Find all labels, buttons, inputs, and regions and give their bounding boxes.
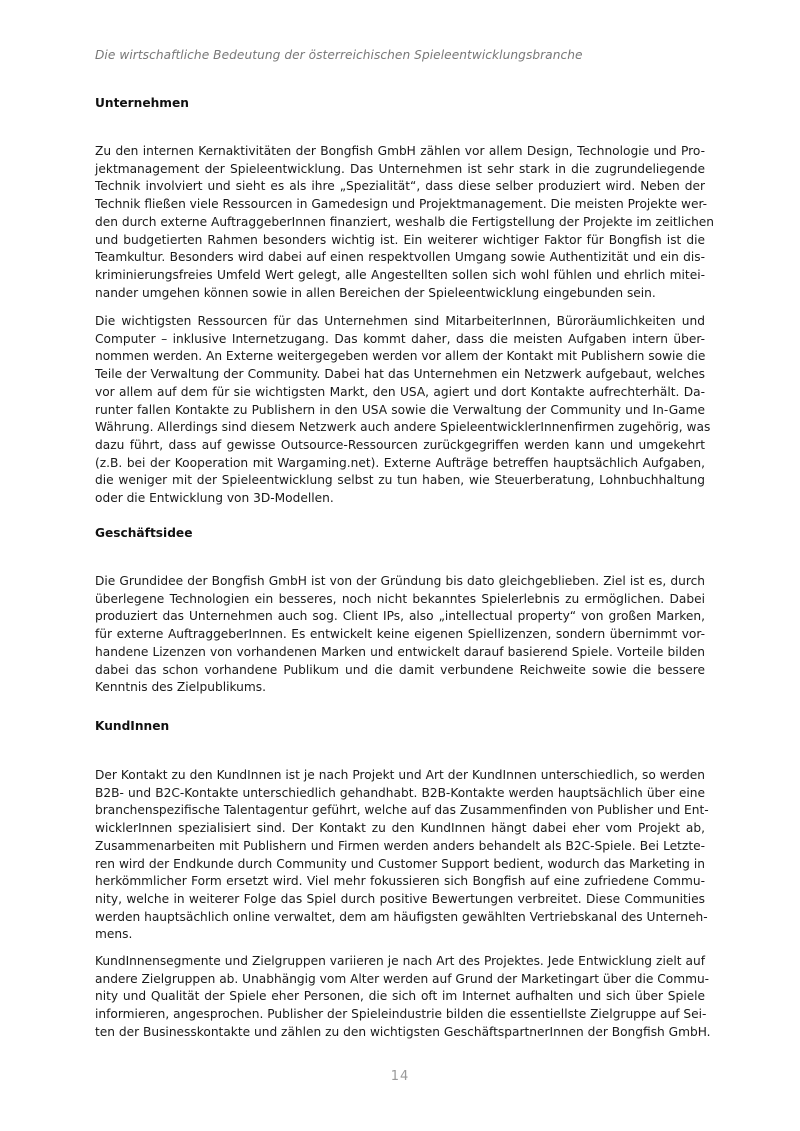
paragraph-line: für externe AuftraggeberInnen. Es entwickelt keine eigenen Spiellizenzen, sondern übernimmt vor-	[95, 627, 705, 642]
page-number: 14	[390, 1069, 410, 1084]
paragraph-line: oder die Entwicklung von 3D-Modellen.	[95, 491, 334, 506]
paragraph-line: Teamkultur. Besonders wird dabei auf einen respektvollen Umgang sowie Authentizität und ein dis-	[95, 250, 705, 265]
paragraph-line: werden hauptsächlich online verwaltet, dem am häufigsten gewählten Vertriebskanal des Unterneh-	[95, 909, 708, 924]
paragraph-line: Zusammenarbeiten mit Publishern und Firmen werden anders behandelt als B2C-Spiele. Bei Letzte-	[95, 838, 705, 853]
paragraph-line: Die wichtigsten Ressourcen für das Unternehmen sind MitarbeiterInnen, Büroräumlichkeiten und	[95, 314, 705, 328]
paragraph-line: Computer – inklusive Internetzugang. Das kommt daher, dass die meisten Aufgaben intern über-	[95, 331, 705, 346]
paragraph-line: überlegene Technologien ein besseres, noch nicht bekanntes Spielerlebnis zu ermöglichen. Dabei	[95, 591, 705, 606]
paragraph-line: Der Kontakt zu den KundInnen ist je nach Projekt und Art der KundInnen unterschiedlich, so werden	[95, 768, 705, 782]
paragraph-line: runter fallen Kontakte zu Publishern in den USA sowie die Verwaltung der Community und In-Game	[95, 402, 705, 417]
paragraph	[95, 143, 715, 302]
paragraph-line: andere Zielgruppen ab. Unabhängig vom Alter werden auf Grund der Marketingart über die Commu-	[95, 971, 710, 986]
paragraph-line: produziert das Unternehmen auch sog. Client IPs, also „intellectual property“ von großen Marken,	[95, 609, 705, 624]
paragraph-line: informieren, angesprochen. Publisher der Spieleindustrie bilden die essentiellste Zielgruppe auf Sei-	[95, 1007, 707, 1022]
paragraph-line: nity und Qualität der Spiele eher Personen, die sich oft im Internet aufhalten und sich über Spiele	[95, 989, 705, 1004]
paragraph	[95, 767, 709, 944]
paragraph-line: Technik fließen viele Ressourcen in Gamedesign und Projektmanagement. Die meisten Projekte wer-	[95, 197, 708, 212]
paragraph-line: B2B- und B2C-Kontakte unterschiedlich gehandhabt. B2B-Kontakte werden hauptsächlich über eine	[95, 785, 705, 800]
paragraph-line: ten der Businesskontakte und zählen zu den wichtigsten GeschäftspartnerInnen der Bongfish GmbH.	[95, 1024, 711, 1039]
paragraph-line: herkömmlicher Form ersetzt wird. Viel mehr fokussieren sich Bongfish auf eine zufriedene Commu-	[95, 874, 705, 889]
paragraph-line: nander umgehen können sowie in allen Bereichen der Spieleentwicklung eingebunden sein.	[95, 285, 656, 300]
paragraph-line: wicklerInnen spezialisiert sind. Der Kontakt zu den KundInnen hängt dabei eher vom Projekt ab,	[95, 821, 705, 836]
paragraph-line: Zu den internen Kernaktivitäten der Bongfish GmbH zählen vor allem Design, Technologie und Pro-	[95, 144, 705, 158]
paragraph-line: nity, welche in weiterer Folge das Spiel durch positive Bewertungen verbreitet. Diese Communities	[95, 891, 705, 906]
paragraph-line: und budgetierten Rahmen besonders wichtig ist. Ein weiterer wichtiger Faktor für Bongfish ist die	[95, 232, 705, 247]
section-heading-geschaeftsidee: Geschäftsidee	[95, 526, 193, 540]
paragraph-line: den durch externe AuftraggeberInnen finanziert, weshalb die Fertigstellung der Projekte im zeitlichen	[95, 214, 715, 229]
paragraph-line: Technik involviert und sieht es als ihre „Spezialität“, dass diese selber produziert wird. Neben der	[95, 179, 705, 194]
paragraph	[95, 953, 711, 1042]
paragraph-line: kriminierungsfreies Umfeld Wert gelegt, alle Angestellten sollen sich wohl fühlen und ehrlich mitei-	[95, 267, 705, 282]
paragraph-line: (z.B. bei der Kooperation mit Wargaming.net). Externe Aufträge betreffen hauptsächlich Aufgaben,	[95, 455, 705, 470]
paragraph-line: mens.	[95, 927, 133, 942]
paragraph-line: die weniger mit der Spieleentwicklung selbst zu tun haben, wie Steuerberatung, Lohnbuchhaltung	[95, 473, 705, 488]
paragraph	[95, 313, 711, 508]
paragraph-line: branchenspezifische Talentagentur geführt, welche auf das Zusammenfinden von Publisher und Ent-	[95, 803, 709, 818]
paragraph	[95, 573, 705, 697]
paragraph-line: KundInnensegmente und Zielgruppen variieren je nach Art des Projektes. Jede Entwicklung zielt auf	[95, 954, 705, 968]
paragraph-line: dazu führt, dass auf gewisse Outsource-Ressourcen zurückgegriffen werden kann und umgekehrt	[95, 437, 705, 452]
paragraph-line: Währung. Allerdings sind diesem Netzwerk auch andere SpieleentwicklerInnenfirmen zugehörig, was	[95, 420, 711, 435]
paragraph-line: vor allem auf dem für sie wichtigsten Markt, den USA, agiert und dort Kontakte aufrechterhält. Da-	[95, 384, 705, 399]
paragraph-line: nommen werden. An Externe weitergegeben werden vor allem der Kontakt mit Publishern sowie die	[95, 349, 706, 364]
paragraph-line: dabei das schon vorhandene Publikum und die damit verbundene Reichweite sowie die bessere	[95, 662, 705, 677]
paragraph-line: Die Grundidee der Bongfish GmbH ist von der Gründung bis dato gleichgeblieben. Ziel ist es, durch	[95, 574, 705, 588]
paragraph-line: Kenntnis des Zielpublikums.	[95, 680, 266, 695]
paragraph-line: jektmanagement der Spieleentwicklung. Das Unternehmen ist sehr stark in die zugrundeliegende	[95, 161, 705, 176]
section-heading-unternehmen: Unternehmen	[95, 96, 189, 110]
paragraph-line: Teile der Verwaltung der Community. Dabei hat das Unternehmen ein Netzwerk aufgebaut, welches	[95, 367, 705, 382]
paragraph-line: handene Lizenzen von vorhandenen Marken und entwickelt darauf basierend Spiele. Vorteile bilden	[95, 644, 705, 659]
section-heading-kundinnen: KundInnen	[95, 719, 170, 733]
paragraph-line: ren wird der Endkunde durch Community und Customer Support bedient, wodurch das Marketing in	[95, 856, 705, 871]
running-header: Die wirtschaftliche Bedeutung der österreichischen Spieleentwicklungsbranche	[95, 48, 583, 62]
